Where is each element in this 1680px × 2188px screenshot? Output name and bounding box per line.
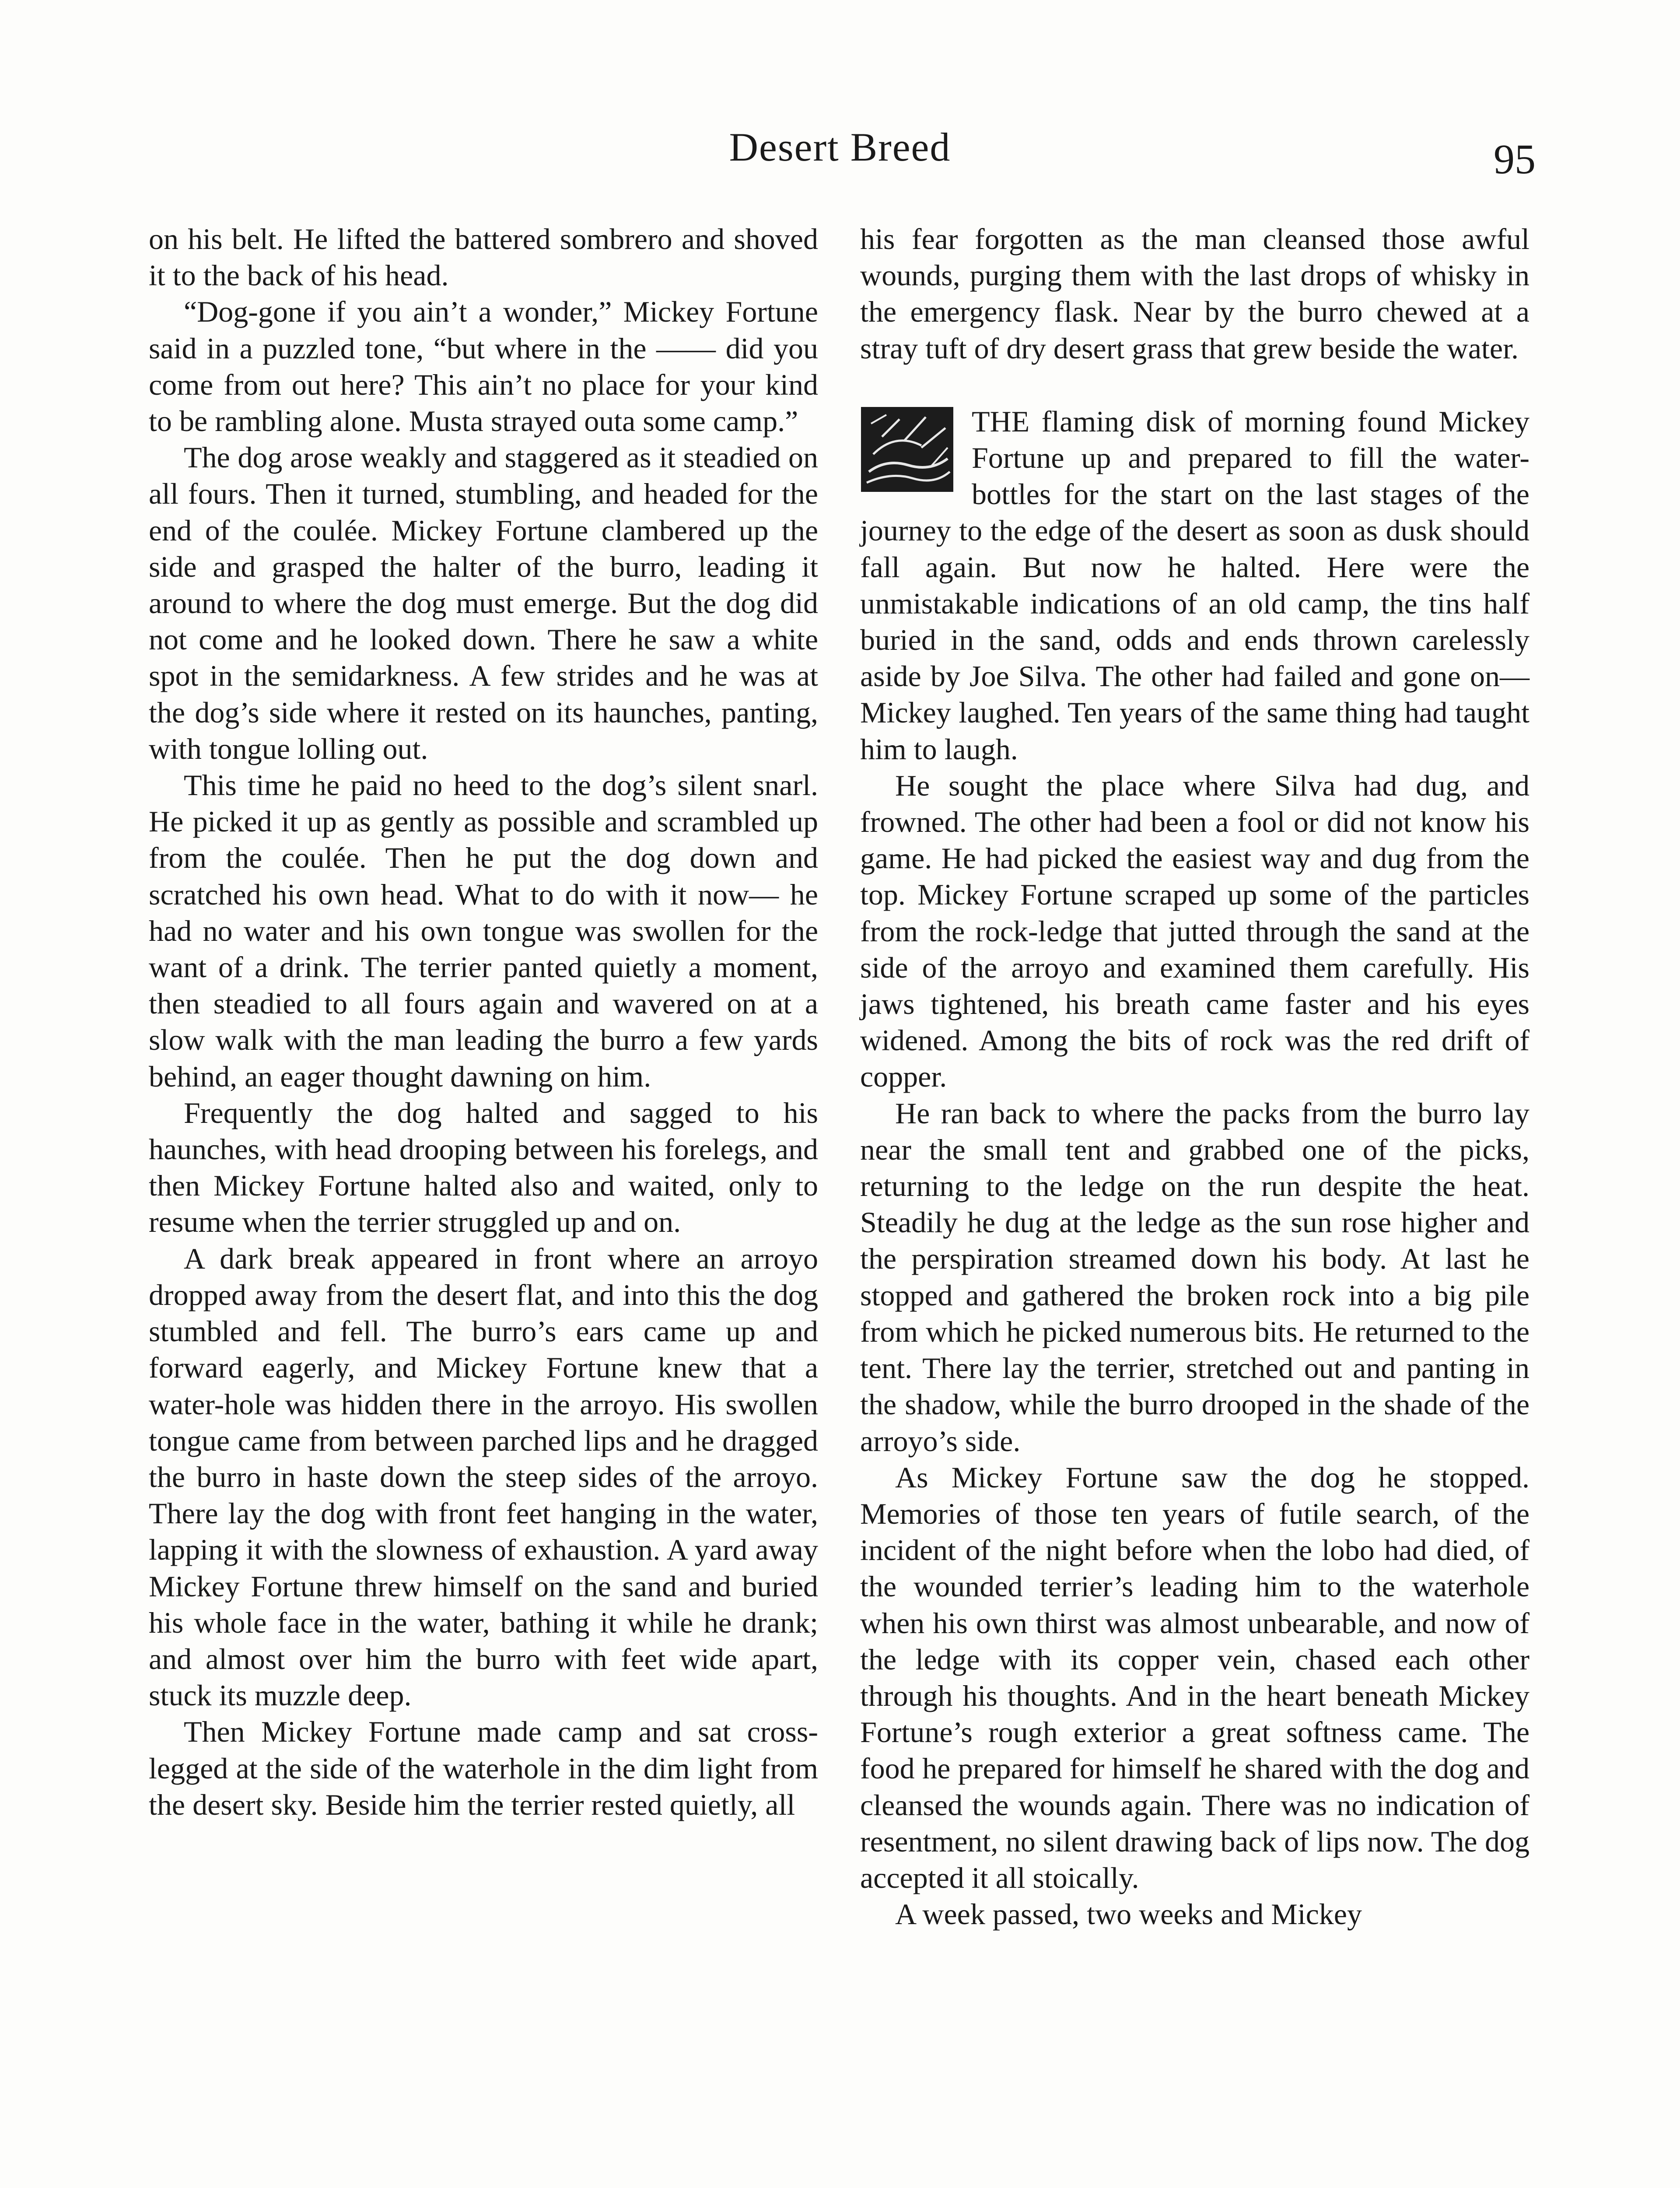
paragraph: Frequently the dog halted and sagged to his haunches, with head drooping between his forelegs, and then Mickey Fortune halted also and waited, only to resume when the terrier struggled up and on.	[149, 1096, 818, 1239]
decorative-drop-cap-icon	[860, 406, 954, 493]
paragraph: Then Mickey Fortune made camp and sat cross-legged at the side of the waterhole in the dim light from the desert sky. Beside him the terrier rested quietly, all	[149, 1715, 818, 1821]
paragraph: This time he paid no heed to the dog’s silent snarl. He picked it up as gently as possible and scrambled up from the coulée. Then he put the dog down and scratched his own head. What to do with it now— he had no water and his own tongue was swollen for the want of a drink. The terrier panted quietly a moment, then steadied to all fours again and wavered on at a slow walk with the man leading the burro a few yards behind, an eager thought dawning on him.	[149, 768, 818, 1093]
section-break	[860, 367, 1530, 403]
section-lead-text: HE flaming disk of morning found Mickey Fortune up and prepared to fill the water-bottles for the start on the last stages of the journey to the edge of the desert as soon as dusk should fall again. But now he halted. Here were the unmistakable indications of an old camp, the tins half buried in the sand, odds and ends thrown carelessly aside by Joe Silva. The other had failed and gone on—Mickey laughed. Ten years of the same thing had taught him to laugh.	[860, 404, 1530, 766]
page-number: 95	[1494, 136, 1536, 182]
paragraph: A week passed, two weeks and Mickey	[895, 1897, 1362, 1931]
paragraph: He ran back to where the packs from the burro lay near the small tent and grabbed one of the picks, returning to the ledge on the run despite the heat. Steadily he dug at the ledge as the sun rose higher and the perspiration streamed down his body. At last he stopped and gathered the broken rock into a big pile from which he picked numerous bits. He returned to the tent. There lay the terrier, stretched out and panting in the shadow, while the burro drooped in the shade of the arroyo’s side.	[860, 1096, 1530, 1458]
paragraph: on his belt. He lifted the battered sombrero and shoved it to the back of his head.	[149, 222, 818, 292]
section-opening-paragraph	[860, 403, 1530, 768]
paragraph: As Mickey Fortune saw the dog he stopped. Memories of those ten years of futile search, of the incident of the night before when the lobo had died, of the wounded terrier’s leading him to the waterhole when his own thirst was almost unbearable, and now of the ledge with its copper vein, chased each other through his thoughts. And in the heart beneath Mickey Fortune’s rough exterior a great softness came. The food he prepared for himself he shared with the dog and cleansed the wounds again. There was no indication of resentment, no silent drawing back of lips now. The dog accepted it all stoically.	[860, 1460, 1530, 1894]
paragraph: A dark break appeared in front where an arroyo dropped away from the desert flat, and into this the dog stumbled and fell. The burro’s ears came up and forward eagerly, and Mickey Fortune knew that a water-hole was hidden there in the arroyo. His swollen tongue came from between parched lips and he dragged the burro in haste down the steep sides of the arroyo. There lay the dog with front feet hanging in the water, lapping it with the slowness of exhaustion. A yard away Mickey Fortune threw himself on the sand and buried his whole face in the water, bathing it while he drank; and almost over him the burro with feet wide apart, stuck its muzzle deep.	[149, 1241, 818, 1712]
paragraph: his fear forgotten as the man cleansed those awful wounds, purging them with the last drops of whisky in the emergency flask. Near by the burro chewed at a stray tuft of dry desert grass that grew beside the water.	[860, 222, 1530, 365]
right-column	[860, 221, 1530, 1932]
paragraph: The dog arose weakly and staggered as it steadied on all fours. Then it turned, stumbling, and headed for the end of the coulée. Mickey Fortune clambered up the side and grasped the halter of the burro, leading it around to where the dog must emerge. But the dog did not come and he looked down. There he saw a white spot in the semidarkness. A few strides and he was at the dog’s side where it rested on its haunches, panting, with tongue lolling out.	[149, 441, 818, 765]
paragraph: “Dog-gone if you ain’t a wonder,” Mickey Fortune said in a puzzled tone, “but where in the —— did you come from out here? This ain’t no place for your kind to be rambling alone. Musta strayed outa some camp.”	[149, 295, 818, 438]
running-head-title: Desert Breed	[729, 125, 951, 169]
left-column	[149, 221, 818, 1823]
drop-cap-letter: T	[972, 404, 990, 438]
paragraph: He sought the place where Silva had dug, and frowned. The other had been a fool or did not know his game. He had picked the easiest way and dug from the top. Mickey Fortune scraped up some of the particles from the rock-ledge that jutted through the sand at the side of the arroyo and examined them carefully. His jaws tightened, his breath came faster and his eyes widened. Among the bits of rock was the red drift of copper.	[860, 768, 1530, 1094]
